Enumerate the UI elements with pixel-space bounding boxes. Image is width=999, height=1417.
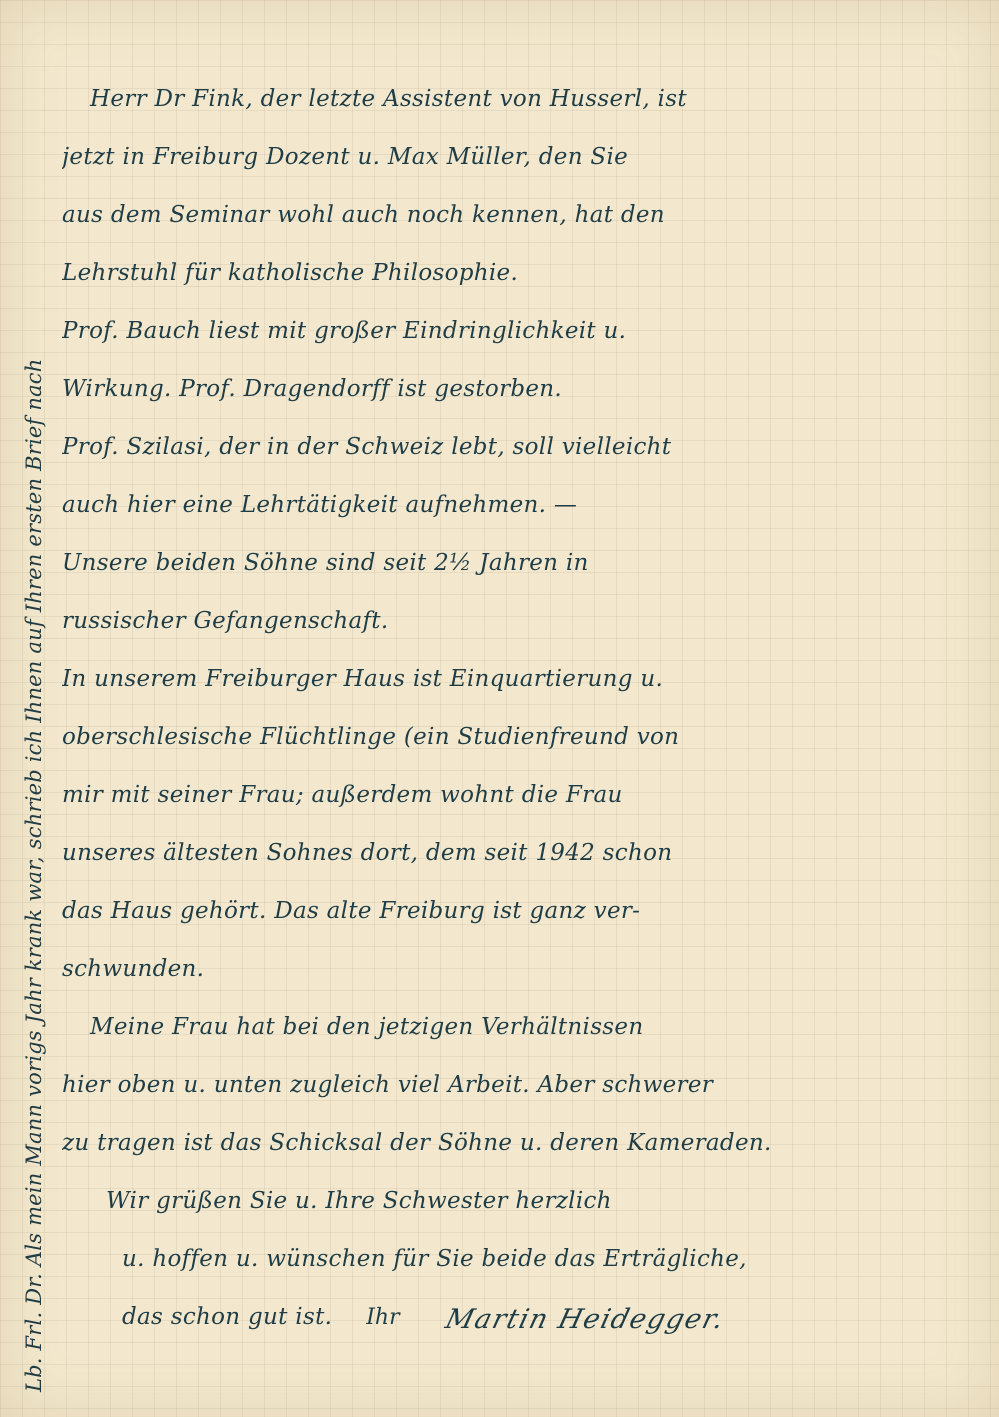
letter-line: Prof. Szilasi, der in der Schweiz lebt, soll vielleicht <box>62 434 672 460</box>
signature: Martin Heidegger. <box>441 1304 728 1335</box>
margin-note: Lb. Frl. Dr. Als mein Mann vorigs Jahr krank war, schrieb ich Ihnen auf Ihren ersten Brief nach <box>22 358 46 1392</box>
letter-line: russischer Gefangenschaft. <box>62 608 389 634</box>
letter-line: oberschlesische Flüchtlinge (ein Studienfreund von <box>62 724 680 750</box>
letter-line: In unserem Freiburger Haus ist Einquartierung u. <box>62 666 664 692</box>
letter-line: u. hoffen u. wünschen für Sie beide das Erträgliche, <box>122 1246 747 1272</box>
closing-text: das schon gut ist. <box>122 1304 333 1330</box>
letter-body <box>62 70 977 1346</box>
letter-line: auch hier eine Lehrtätigkeit aufnehmen. — <box>62 492 578 518</box>
letter-line: Unsere beiden Söhne sind seit 2½ Jahren in <box>62 550 589 576</box>
signature-row <box>62 1288 977 1346</box>
letter-line: Prof. Bauch liest mit großer Eindringlichkeit u. <box>62 318 627 344</box>
closing-ihr: Ihr <box>366 1305 400 1330</box>
letter-line: unseres ältesten Sohnes dort, dem seit 1942 schon <box>62 840 673 866</box>
letter-line: das Haus gehört. Das alte Freiburg ist ganz ver- <box>62 898 641 924</box>
letter-line: jetzt in Freiburg Dozent u. Max Müller, den Sie <box>62 144 629 170</box>
letter-line: Lehrstuhl für katholische Philosophie. <box>62 260 519 286</box>
letter-line: Meine Frau hat bei den jetzigen Verhältnissen <box>90 1014 644 1040</box>
letter-line: Herr Dr Fink, der letzte Assistent von Husserl, ist <box>90 86 687 112</box>
letter-line: Wir grüßen Sie u. Ihre Schwester herzlich <box>106 1188 612 1214</box>
letter-line: aus dem Seminar wohl auch noch kennen, hat den <box>62 202 665 228</box>
letter-line: schwunden. <box>62 956 205 982</box>
letter-line: zu tragen ist das Schicksal der Söhne u. deren Kameraden. <box>62 1130 772 1156</box>
letter-line: hier oben u. unten zugleich viel Arbeit. Aber schwerer <box>62 1072 714 1098</box>
letter-line: Wirkung. Prof. Dragendorff ist gestorben. <box>62 376 563 402</box>
letter-line: mir mit seiner Frau; außerdem wohnt die Frau <box>62 782 623 808</box>
